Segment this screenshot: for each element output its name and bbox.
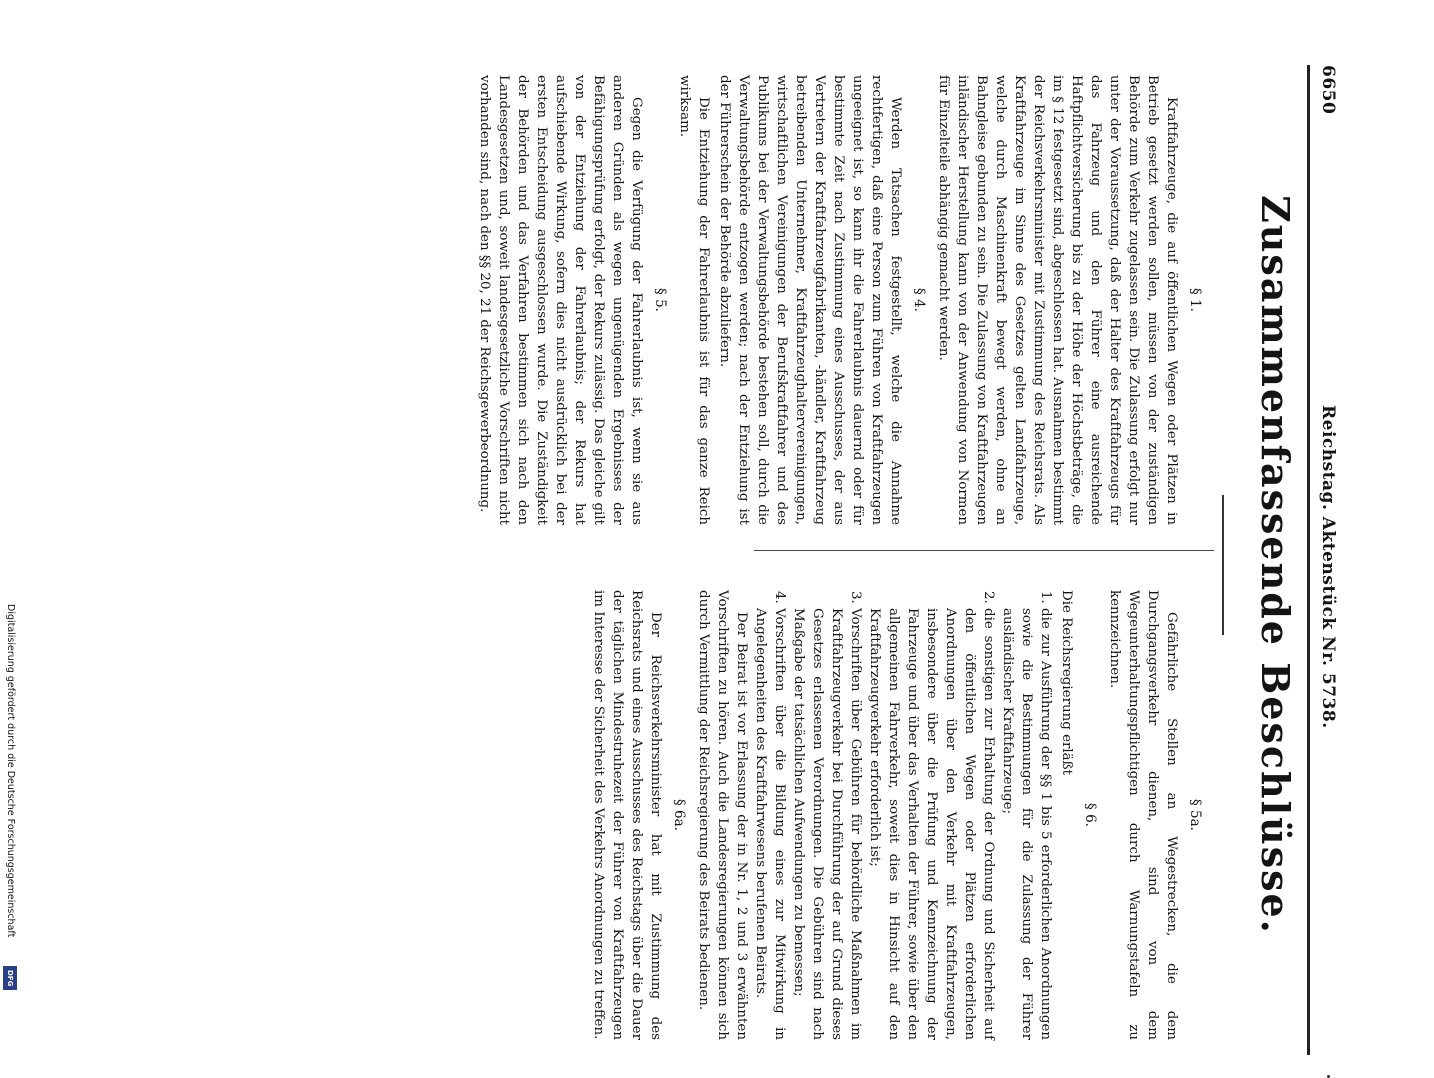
list-item: 1. die zur Ausführung der §§ 1 bis 5 erforderlichen Anordnungen sowie die Bestimmungen für die Zulassung der Führer ausländischer Kraftfahrzeuge; xyxy=(998,608,1055,1040)
credit-text: Digitalisierung gefördert durch die Deutsche Forschungsgemeinschaft xyxy=(5,604,16,938)
section-heading-5: § 5. xyxy=(652,288,668,312)
page-header xyxy=(1312,65,1342,1045)
section-5-text: Gegen die Verfügung der Fahrerlaubnis ist, wenn sie aus anderen Gründen als wegen ungenügenden Ergebnisses der Befähigungsprüfung erfolgt, der Rekurs zulässig. Das gleiche gilt von der Entziehung der Fahrerlaubnis; der Rekurs hat aufschiebende Wirkung, sofern dies nicht ausdrücklich bei der ersten Entscheidung ausgeschlossen wurde. Die Zuständigkeit der Behörden und das Verfahren bestimmen sich nach den Landesgesetzen und, soweit landesgesetzliche Vorschriften nicht vorhanden sind, nach den §§ 20, 21 der Reichsgewerbeordnung. xyxy=(477,75,644,525)
section-heading-1: § 1. xyxy=(1187,288,1203,312)
section-heading-6: § 6. xyxy=(1082,803,1098,827)
section-1-text: Kraftfahrzeuge, die auf öffentlichen Wegen oder Plätzen in Betrieb gesetzt werden sollen, müssen von der zuständigen Behörde zum Verkehr zugelassen sein. Die Zulassung erfolgt nur unter der Voraussetzung, daß der Halter des Kraftfahrzeugs für das Fahrzeug und den Führer eine ausreichende Haftpflichtversicherung bis zu der Höhe der Höchstbeträge, die im § 12 festgesetzt sind, abgeschlossen hat. Ausnahmen bestimmt der Reichsverkehrsminister mit Zustimmung des Reichsrats. Als Kraftfahrzeuge im Sinne des Gesetzes gelten Landfahrzeuge, welche durch Maschinenkraft bewegt werden, ohne an Bahngleise gebunden zu sein. Die Zulassung von Kraftfahrzeugen inländischer Herstellung kann von der Anwendung von Normen für Einzelteile abhängig gemacht werden. xyxy=(936,75,1179,525)
section-heading-5a: § 5a. xyxy=(1187,799,1203,831)
list-item: 3. Vorschriften über Gebühren für behördliche Maßnahmen im Kraftfahrzeugverkehr bei Durchführung der auf Grund dieses Gesetzes erlassenen Verordnungen. Die Gebühren sind nach Maßgabe der tatsächlichen Aufwendungen zu bemessen; xyxy=(789,608,865,1040)
page-number: 6650 xyxy=(1318,65,1338,115)
header-rule xyxy=(1307,65,1310,1055)
title-rule xyxy=(1222,495,1224,635)
section-6-intro: Die Reichsregierung erläßt xyxy=(1059,590,1074,775)
section-6a-text: Der Reichsverkehrsminister hat mit Zustimmung des Reichsrats und eines Ausschusses des Reichstags über die Dauer der täglichen Mindestruhezeit der Führer von Kraftfahrzeugen im Interesse der Sicherheit des Verkehrs Anordnungen zu treffen. xyxy=(591,590,663,1040)
document-page xyxy=(292,65,1342,1065)
section-6-text-2: Der Beirat ist vor Erlassung der in Nr. 1, 2 und 3 erwähnten Vorschriften zu hören. Auch die Landesregierungen können sich durch Vermittlung der Reichsregierung des Beirats bedienen. xyxy=(696,590,749,1040)
list-item: 4. Vorschriften über die Bildung eines zur Mitwirkung in Angelegenheiten des Kraftfahrwesens berufenen Beirats. xyxy=(751,608,789,1040)
right-column xyxy=(587,590,1210,1040)
page-title: Zusammenfassende Beschlüsse. xyxy=(1253,195,1298,935)
section-4-text-2: Die Entziehung der Fahrerlaubnis ist für das ganze Reich wirksam. xyxy=(677,75,711,525)
section-heading-4: § 4. xyxy=(911,288,927,312)
section-6-list xyxy=(751,590,1055,1040)
section-heading-6a: § 6a. xyxy=(671,799,687,831)
section-4-text: Werden Tatsachen festgestellt, welche die Annahme rechtfertigen, daß eine Person zum Führen von Kraftfahrzeugen ungeeignet ist, so kann ihr die Fahrerlaubnis dauernd oder für bestimmte Zeit nach Zustimmung eines Ausschusses, der aus Vertretern der Kraftfahrzeugfabrikanten, -händler, Kraftfahrzeug betreibenden Unternehmer, Kraftfahrzeughaltervereinigungen, wirtschaftlichen Vereinigungen der Berufskraftfahrer und des Publikums bei der Verwaltungsbehörde bestehen soll, durch die Verwaltungsbehörde entzogen werden; nach der Entziehung ist der Führerschein der Behörde abzuliefern. xyxy=(717,75,903,525)
left-column xyxy=(473,75,1210,525)
column-divider xyxy=(754,550,1214,551)
section-5a-text: Gefährliche Stellen an Wegestrecken, die dem Durchgangsverkehr dienen, sind von dem Wegeunterhaltungspflichtigen durch Warnungstafeln zu kennzeichnen. xyxy=(1107,590,1179,1040)
running-head: Reichstag. Aktenstück Nr. 5738. xyxy=(1318,405,1338,729)
dfg-logo: DFG xyxy=(3,966,17,990)
digitization-credit xyxy=(0,604,18,1000)
list-item: 2. die sonstigen zur Erhaltung der Ordnung und Sicherheit auf den öffentlichen Wegen oder Plätzen erforderlichen Anordnungen über den Verkehr mit Kraftfahrzeugen, insbesondere über die Prüfung und Kennzeichnung der Fahrzeuge und über das Verhalten der Führer, sowie über den allgemeinen Fahrverkehr, soweit dies in Hinsicht auf den Kraftfahrzeugverkehr erforderlich ist; xyxy=(865,608,998,1040)
